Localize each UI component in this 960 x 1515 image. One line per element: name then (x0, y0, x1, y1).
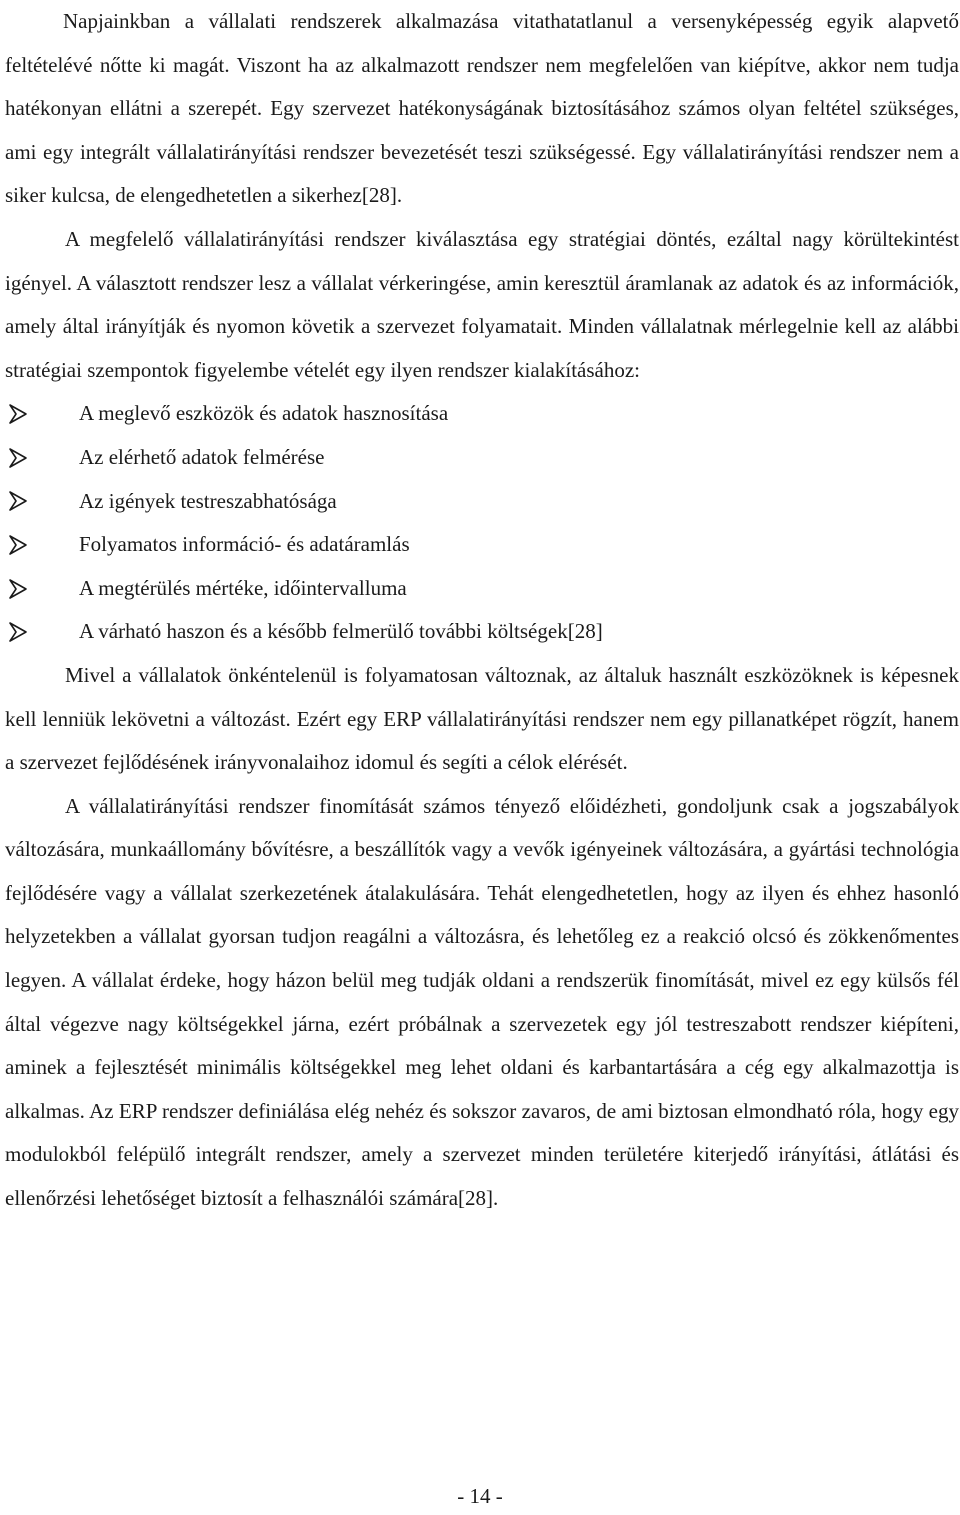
arrowhead-bullet-icon (7, 447, 29, 469)
paragraph-1: Napjainkban a vállalati rendszerek alkalmazása vitathatatlanul a versenyképesség egyik alapvető feltételévé nőtte ki magát. Viszont ha az alkalmazott rendszer nem megfelelően van kiépítve, akkor nem tudja hatékonyan ellátni a szerepét. Egy szervezet hatékonyságának biztosításához számos olyan feltétel szükséges, ami egy integrált vállalatirányítási rendszer bevezetését teszi szükségessé. Egy vállalatirányítási rendszer nem a siker kulcsa, de elengedhetetlen a sikerhez[28]. (5, 9, 959, 208)
list-item-text: Az elérhető adatok felmérése (79, 444, 325, 469)
document-page (5, 0, 959, 1221)
paragraph-4: A vállalatirányítási rendszer finomítását számos tényező előidézheti, gondoljunk csak a jogszabályok változására, munkaállomány bővítésre, a beszállítók vagy a vevők igényeinek változására, a gyártási technológia fejlődésére vagy a vállalat szerkezetének átalakulására. Tehát elengedhetetlen, hogy az ilyen és ehhez hasonló helyzetekben a vállalat gyorsan tudjon reagálni a változásra, és lehetőleg ez a reakció olcsó és zökkenőmentes legyen. A vállalat érdeke, hogy házon belül meg tudják oldani a rendszerük finomítását, mivel ez egy külsős fél által végezve nagy költségekkel járna, ezért próbálnak a szervezetek egy jól testreszabott rendszer kiépíteni, aminek a fejlesztését minimális költségekkel meg lehet oldani és karbantartására a cég egy alkalmazottja is alkalmas. Az ERP rendszer definiálása elég nehéz és sokszor zavaros, de ami biztosan elmondható róla, hogy egy modulokból felépülő integrált rendszer, amely a szervezet minden területére kiterjedő irányítási, átlátási és ellenőrzési lehetőséget biztosít a felhasználói számára[28]. (5, 793, 959, 1211)
list-item (5, 610, 959, 654)
list-item-text: Folyamatos információ- és adatáramlás (79, 532, 410, 557)
list-item (5, 567, 959, 611)
arrowhead-bullet-icon (7, 403, 29, 425)
list-item (5, 480, 959, 524)
arrowhead-bullet-icon (7, 578, 29, 600)
list-item (5, 436, 959, 480)
list-item-text: A megtérülés mértéke, időintervalluma (79, 575, 407, 600)
list-item-text: A meglevő eszközök és adatok hasznosítása (79, 401, 449, 426)
list-item (5, 523, 959, 567)
arrowhead-bullet-icon (7, 534, 29, 556)
paragraph-3: Mivel a vállalatok önkéntelenül is folyamatosan változnak, az általuk használt eszközöknek is képesnek kell lenniük lekövetni a változást. Ezért egy ERP vállalatirányítási rendszer nem egy pillanatképet rögzít, hanem a szervezet fejlődésének irányvonalaihoz idomul és segíti a célok elérését. (5, 662, 959, 775)
paragraph-2: A megfelelő vállalatirányítási rendszer kiválasztása egy stratégiai döntés, ezáltal nagy körültekintést igényel. A választott rendszer lesz a vállalat vérkeringése, amin keresztül áramlanak az adatok és az információk, amely által irányítják és nyomon követik a szervezet folyamatait. Minden vállalatnak mérlegelnie kell az alábbi stratégiai szempontok figyelembe vételét egy ilyen rendszer kialakításához: (5, 226, 959, 382)
criteria-list (5, 392, 959, 654)
list-item-text: A várható haszon és a később felmerülő további költségek[28] (79, 619, 603, 644)
list-item-text: Az igények testreszabhatósága (79, 488, 337, 513)
arrowhead-bullet-icon (7, 621, 29, 643)
list-item (5, 392, 959, 436)
arrowhead-bullet-icon (7, 490, 29, 512)
page-number: - 14 - (457, 1484, 503, 1508)
